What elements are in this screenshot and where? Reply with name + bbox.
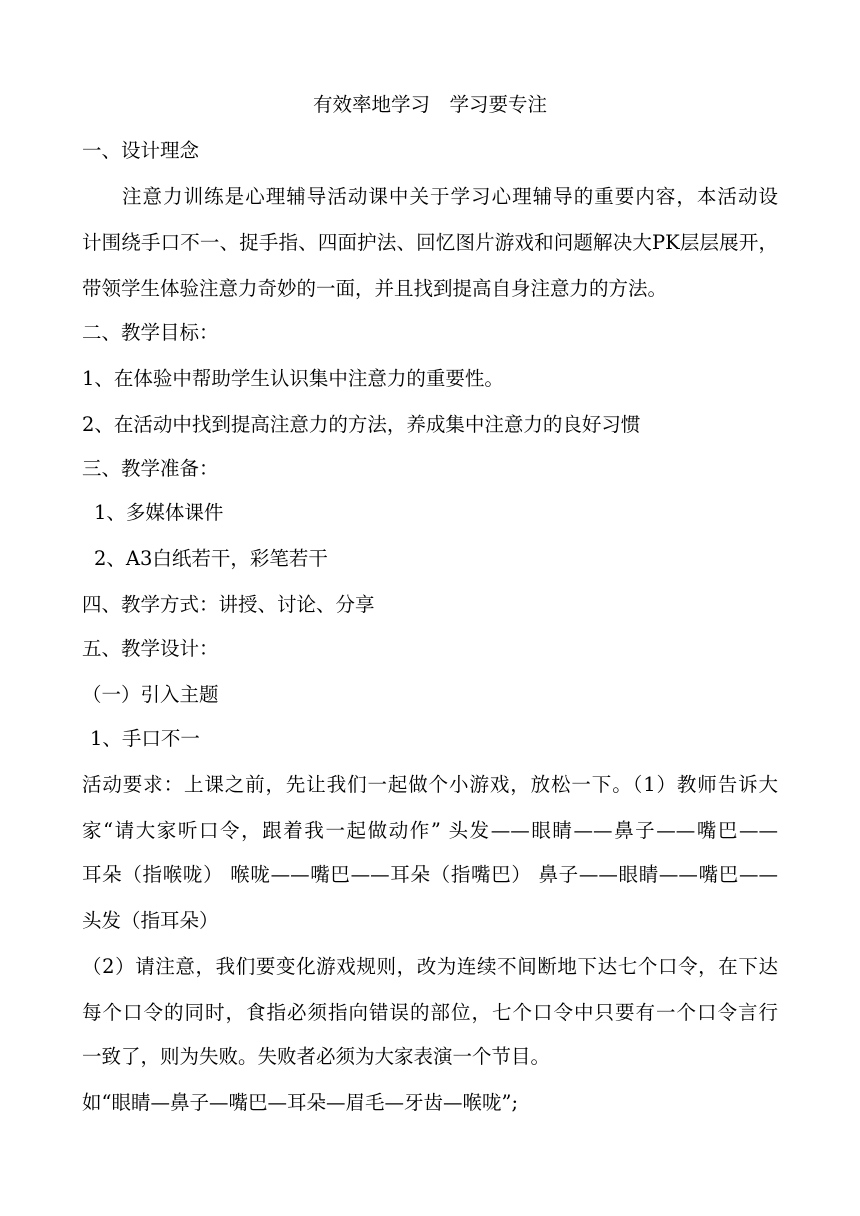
activity-heading: 1、手口不一 — [90, 727, 200, 750]
paragraph-line: 耳朵（指喉咙） 喉咙——嘴巴——耳朵（指嘴巴） 鼻子——眼睛——嘴巴—— — [82, 863, 778, 886]
section-heading-preparation: 三、教学准备： — [82, 457, 219, 480]
subsection-heading: （一）引入主题 — [82, 683, 219, 706]
paragraph-line: 家“请大家听口令，跟着我一起做动作” 头发——眼睛——鼻子——嘴巴—— — [82, 819, 778, 842]
paragraph-line: 如“眼睛—鼻子—嘴巴—耳朵—眉毛—牙齿—喉咙”; — [82, 1091, 519, 1114]
paragraph-line: 头发（指耳朵） — [82, 909, 219, 932]
paragraph-line: 一致了，则为失败。失败者必须为大家表演一个节目。 — [82, 1045, 551, 1068]
paragraph-line: 带领学生体验注意力奇妙的一面，并且找到提高自身注意力的方法。 — [82, 277, 668, 300]
section-heading-methods: 四、教学方式：讲授、讨论、分享 — [82, 593, 375, 616]
objective-item: 2、在活动中找到提高注意力的方法，养成集中注意力的良好习惯 — [82, 413, 641, 436]
paragraph-line: 计围绕手口不一、捉手指、四面护法、回忆图片游戏和问题解决大PK层层展开， — [82, 231, 778, 254]
preparation-item: 1、多媒体课件 — [94, 501, 224, 524]
document-title: 有效率地学习 学习要专注 — [312, 93, 547, 116]
preparation-item: 2、A3白纸若干，彩笔若干 — [94, 547, 328, 570]
section-heading-design: 五、教学设计： — [82, 637, 219, 660]
paragraph-line: 活动要求：上课之前，先让我们一起做个小游戏，放松一下。（1）教师告诉大 — [82, 773, 778, 796]
objective-item: 1、在体验中帮助学生认识集中注意力的重要性。 — [82, 367, 504, 390]
paragraph-line: 注意力训练是心理辅导活动课中关于学习心理辅导的重要内容，本活动设 — [122, 185, 778, 208]
section-heading-objectives: 二、教学目标： — [82, 321, 219, 344]
paragraph-line: （2）请注意，我们要变化游戏规则，改为连续不间断地下达七个口令，在下达 — [82, 955, 778, 978]
paragraph-line: 每个口令的同时，食指必须指向错误的部位，七个口令中只要有一个口令言行 — [82, 1001, 778, 1024]
section-heading-design-concept: 一、设计理念 — [82, 139, 200, 162]
